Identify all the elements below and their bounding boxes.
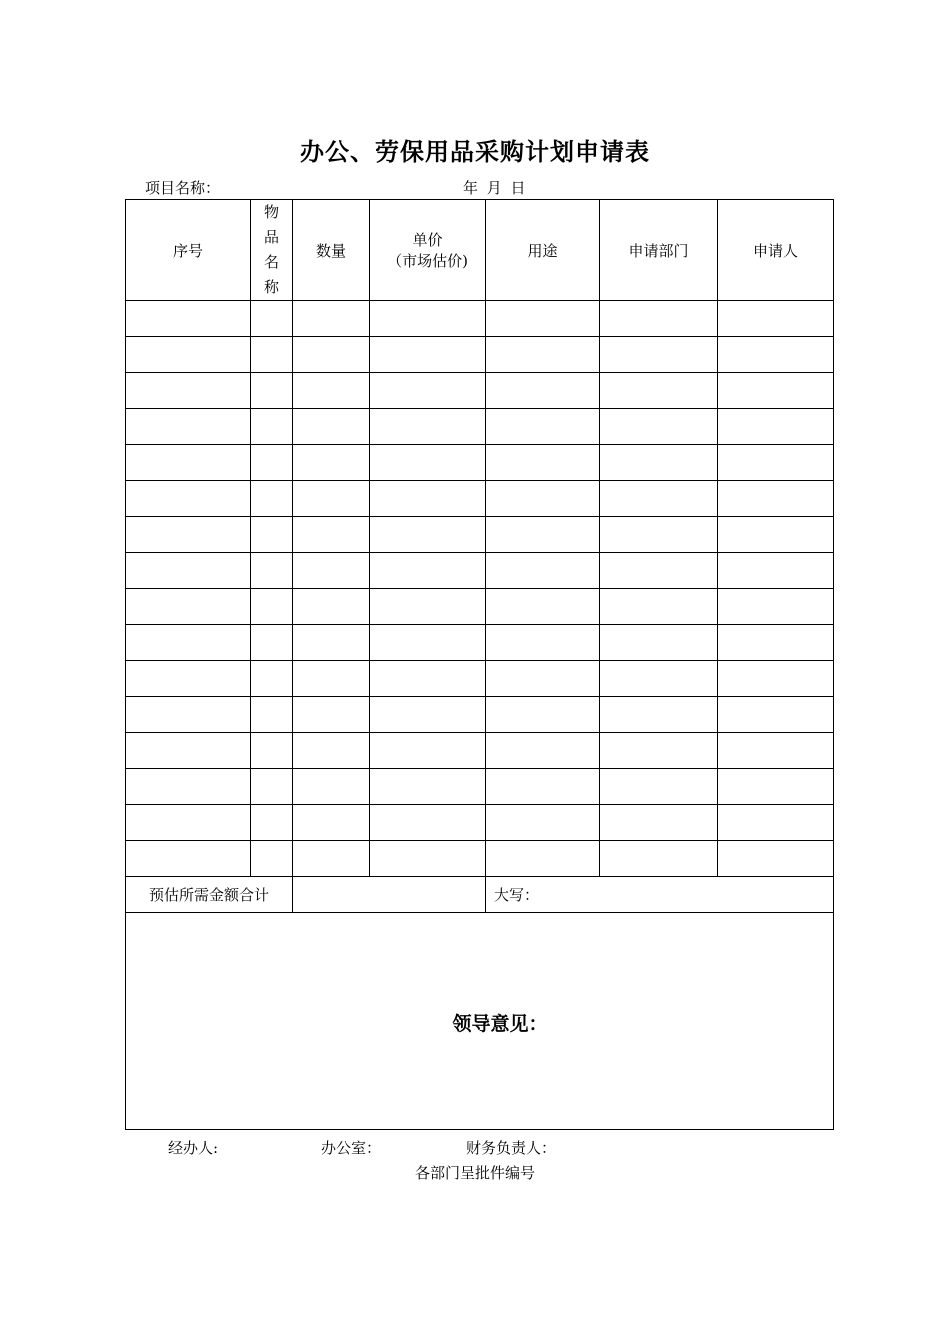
table-row [126,769,834,805]
handler-label: 经办人: [168,1139,219,1157]
table-cell[interactable] [126,841,251,877]
table-cell[interactable] [251,625,293,661]
table-cell[interactable] [486,481,600,517]
table-cell[interactable] [718,481,834,517]
header-item-name [251,200,293,301]
table-cell[interactable] [718,301,834,337]
table-cell[interactable] [293,373,370,409]
approval-number-note: 各部门呈批件编号 [414,1164,535,1182]
table-cell[interactable] [293,805,370,841]
header-unit-price [370,200,486,301]
table-cell[interactable] [126,769,251,805]
table-cell[interactable] [486,805,600,841]
header-usage: 用途 [486,200,600,301]
table-row [126,301,834,337]
header-item-char: 称 [263,278,279,296]
table-cell[interactable] [251,337,293,373]
table-cell[interactable] [600,409,718,445]
table-cell[interactable] [293,661,370,697]
table-row [126,337,834,373]
table-cell[interactable] [251,661,293,697]
date-label: 年 月 日 [463,179,526,197]
table-cell[interactable] [293,445,370,481]
table-cell[interactable] [600,517,718,553]
table-cell[interactable] [718,661,834,697]
table-cell[interactable] [126,445,251,481]
table-cell[interactable] [600,373,718,409]
finance-label: 财务负责人： [466,1139,557,1157]
table-cell[interactable] [251,517,293,553]
table-cell[interactable] [370,661,486,697]
table-cell[interactable] [600,553,718,589]
table-cell[interactable] [600,661,718,697]
table-cell[interactable] [126,337,251,373]
table-cell[interactable] [126,661,251,697]
table-cell[interactable] [293,625,370,661]
table-row [126,661,834,697]
table-cell[interactable] [600,301,718,337]
opinion-row [126,913,834,1130]
table-cell[interactable] [293,517,370,553]
table-cell[interactable] [370,841,486,877]
table-cell[interactable] [126,373,251,409]
table-cell[interactable] [370,445,486,481]
table-cell[interactable] [251,733,293,769]
table-cell[interactable] [600,769,718,805]
table-row [126,589,834,625]
table-cell[interactable] [293,769,370,805]
table-row [126,697,834,733]
table-cell[interactable] [718,805,834,841]
header-item-char: 名 [263,253,279,271]
table-cell[interactable] [293,697,370,733]
table-cell[interactable] [293,481,370,517]
table-cell[interactable] [600,481,718,517]
uppercase-amount-cell[interactable]: 大写： [486,877,834,913]
table-cell[interactable] [370,553,486,589]
header-row [126,200,834,301]
table-cell[interactable] [718,409,834,445]
table-cell[interactable] [718,697,834,733]
table-cell[interactable] [293,553,370,589]
header-item-char: 品 [263,228,279,246]
table-cell[interactable] [370,409,486,445]
office-label: 办公室： [321,1139,382,1157]
table-cell[interactable] [600,625,718,661]
table-cell[interactable] [370,805,486,841]
header-applicant: 申请人 [718,200,834,301]
total-amount-label: 预估所需金额合计 [126,877,293,913]
table-cell[interactable] [370,517,486,553]
table-cell[interactable] [126,733,251,769]
table-cell[interactable] [293,841,370,877]
table-cell[interactable] [486,697,600,733]
leader-opinion-label: 领导意见： [452,1012,548,1035]
table-cell[interactable] [370,589,486,625]
table-cell[interactable] [126,805,251,841]
table-cell[interactable] [600,733,718,769]
table-cell[interactable] [293,589,370,625]
table-cell[interactable] [486,409,600,445]
table-cell[interactable] [600,805,718,841]
table-cell[interactable] [718,589,834,625]
table-cell[interactable] [251,373,293,409]
header-seq: 序号 [126,200,251,301]
table-cell[interactable] [486,337,600,373]
table-row [126,481,834,517]
table-cell[interactable] [486,301,600,337]
table-cell[interactable] [718,553,834,589]
table-cell[interactable] [600,445,718,481]
table-cell[interactable] [251,553,293,589]
table-row [126,553,834,589]
table-cell[interactable] [600,337,718,373]
purchase-plan-table [125,199,834,1130]
table-cell[interactable] [293,409,370,445]
table-cell[interactable] [718,517,834,553]
table-cell[interactable] [370,769,486,805]
total-amount-cell[interactable] [293,877,486,913]
table-cell[interactable] [486,517,600,553]
table-row [126,373,834,409]
table-cell[interactable] [293,337,370,373]
table-cell[interactable] [370,301,486,337]
table-cell[interactable] [718,769,834,805]
project-name-label: 项目名称： [145,179,221,197]
table-cell[interactable] [718,373,834,409]
table-cell[interactable] [251,445,293,481]
table-row [126,409,834,445]
header-quantity: 数量 [293,200,370,301]
table-row [126,517,834,553]
table-cell[interactable] [486,445,600,481]
table-cell[interactable] [126,301,251,337]
table-cell[interactable] [251,409,293,445]
table-cell[interactable] [486,769,600,805]
header-item-char: 物 [263,203,279,221]
table-cell[interactable] [126,409,251,445]
table-cell[interactable] [126,625,251,661]
table-cell[interactable] [370,697,486,733]
table-cell[interactable] [370,733,486,769]
total-row [126,877,834,913]
table-cell[interactable] [251,301,293,337]
table-row [126,445,834,481]
table-cell[interactable] [251,769,293,805]
table-cell[interactable] [126,481,251,517]
table-cell[interactable] [486,733,600,769]
table-cell[interactable] [293,733,370,769]
table-cell[interactable] [486,589,600,625]
table-cell[interactable] [251,481,293,517]
table-cell[interactable] [370,481,486,517]
table-cell[interactable] [718,841,834,877]
table-row [126,625,834,661]
table-cell[interactable] [370,337,486,373]
table-cell[interactable] [126,553,251,589]
table-cell[interactable] [600,697,718,733]
table-cell[interactable] [486,841,600,877]
table-cell[interactable] [126,589,251,625]
table-cell[interactable] [486,553,600,589]
table-cell[interactable] [251,841,293,877]
table-cell[interactable] [718,445,834,481]
leader-opinion-cell[interactable] [126,913,834,1130]
table-row [126,841,834,877]
table-cell[interactable] [370,625,486,661]
header-price-line2: （市场估价) [387,252,468,270]
table-row [126,805,834,841]
table-cell[interactable] [251,805,293,841]
table-row [126,733,834,769]
table-cell[interactable] [486,373,600,409]
table-cell[interactable] [600,589,718,625]
table-cell[interactable] [370,373,486,409]
table-cell[interactable] [718,625,834,661]
table-cell[interactable] [486,661,600,697]
table-cell[interactable] [126,697,251,733]
table-cell[interactable] [251,697,293,733]
table-cell[interactable] [251,589,293,625]
table-cell[interactable] [126,517,251,553]
form-title: 办公、劳保用品采购计划申请表 [300,137,650,166]
header-price-line1: 单价 [412,231,443,249]
header-department: 申请部门 [600,200,718,301]
table-cell[interactable] [600,841,718,877]
table-cell[interactable] [718,337,834,373]
table-cell[interactable] [486,625,600,661]
table-cell[interactable] [293,301,370,337]
table-cell[interactable] [718,733,834,769]
